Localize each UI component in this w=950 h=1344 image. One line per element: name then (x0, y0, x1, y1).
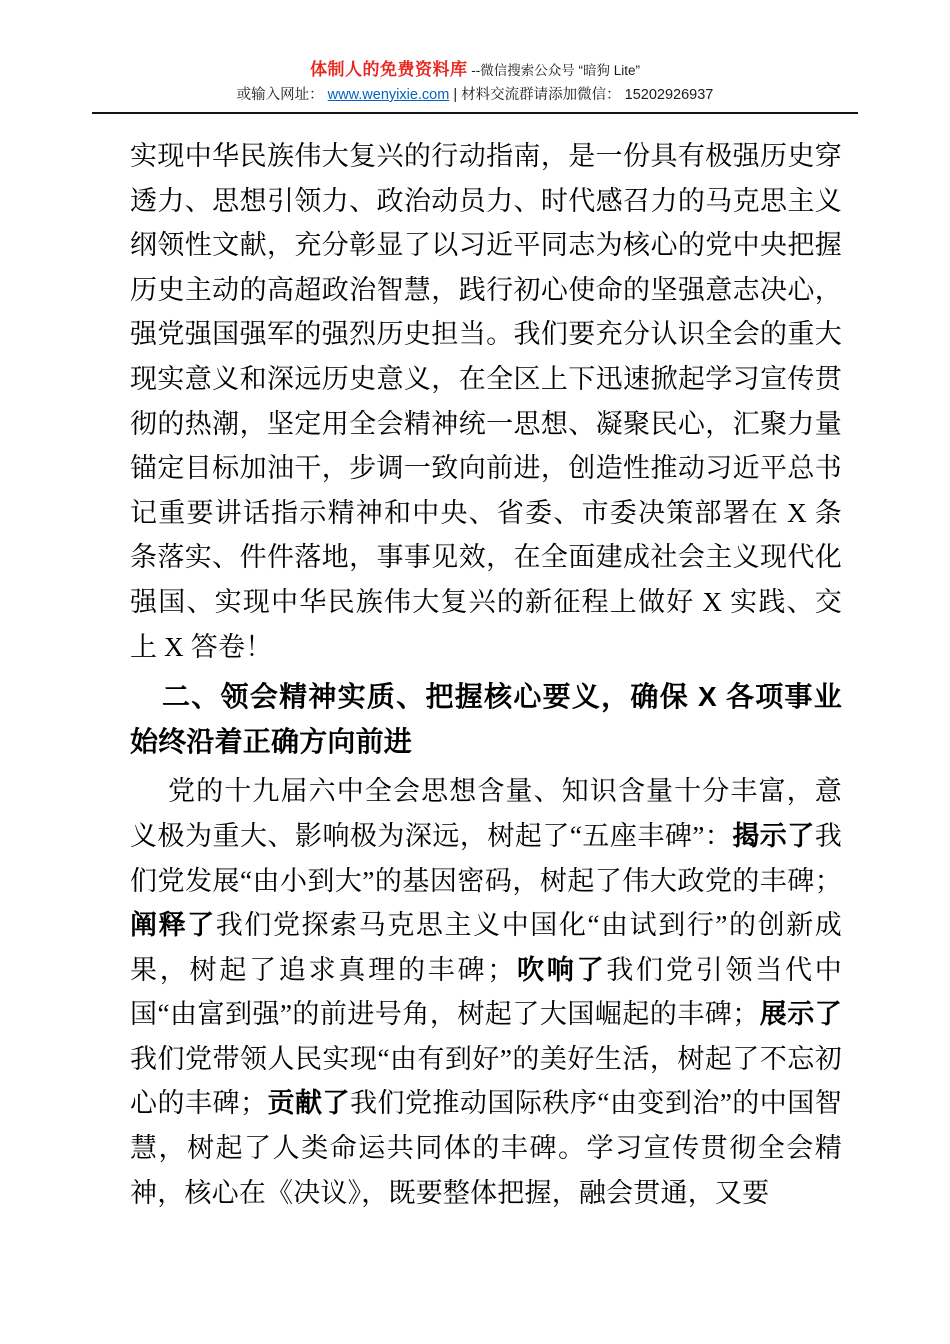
website-link[interactable]: www.wenyixie.com (327, 87, 450, 103)
emphasis-run: 阐释了 (130, 910, 216, 941)
emphasis-run: 展示了 (759, 999, 842, 1030)
section-heading-2: 二、领会精神实质、把握核心要义，确保 X 各项事业始终沿着正确方向前进 (130, 681, 842, 757)
text-run: 我们党发展“由小到大”的基因密码，树起了伟大政党的丰碑； (130, 820, 842, 896)
brand-title: 体制人的免费资料库 (309, 60, 468, 79)
text-run: 我们党探索马克思主义中国化“由试到行”的创新成果，树起了追求真理的丰碑； (130, 910, 842, 985)
url-prefix-label: 或输入网址： (236, 87, 328, 103)
text-run: 我们党引领当代中国“由富到强”的前进号角，树起了大国崛起的丰碑； (130, 954, 842, 1030)
text-run: 我们党带领人民实现“由有到好”的美好生活，树起了不忘初心的丰碑； (130, 1043, 842, 1119)
header-promo-line (92, 57, 858, 83)
emphasis-run: 吹响了 (514, 954, 607, 985)
brand-subtitle: --微信搜索公众号 “暗狗 Lite” (467, 63, 640, 78)
paragraph-continuation: 实现中华民族伟大复兴的行动指南，是一份具有极强历史穿透力、思想引领力、政治动员力、时代感召力的马克思主义纲领性文献，充分彰显了以习近平同志为核心的党中央把握历史主动的高超政治智慧，践行初心使命的坚强意志决心，强党强国强军的强烈历史担当。我们要充分认识全会的重大现实意义和深远历史意义，在全区上下迅速掀起学习宣传贯彻的热潮，坚定用全会精神统一思想、凝聚民心，汇聚力量锚定目标加油干，步调一致向前进，创造性推动习近平总书记重要讲话指示精神和中央、省委、市委决策部署在 X 条条落实、件件落地，事事见效，在全面建成社会主义现代化强国、实现中华民族伟大复兴的新征程上做好 X 实践、交上 X 答卷！ (130, 141, 842, 662)
document-body (130, 134, 842, 1215)
page-header (92, 57, 858, 114)
emphasis-run: 揭示了 (732, 820, 815, 851)
text-run: 我们党推动国际秩序“由变到治”的中国智慧，树起了人类命运共同体的丰碑。学习宣传贯彻全会精神，核心在《决议》，既要整体把握，融会贯通，又要 (130, 1088, 842, 1208)
paragraph-five-monuments (130, 769, 842, 1215)
contact-suffix-label: | 材料交流群请添加微信： 15202926937 (449, 87, 714, 103)
header-contact-line (92, 83, 858, 107)
text-run: 党的十九届六中全会思想含量、知识含量十分丰富，意义极为重大、影响极为深远，树起了“五座丰碑”： (130, 776, 842, 851)
emphasis-run: 贡献了 (267, 1088, 350, 1119)
